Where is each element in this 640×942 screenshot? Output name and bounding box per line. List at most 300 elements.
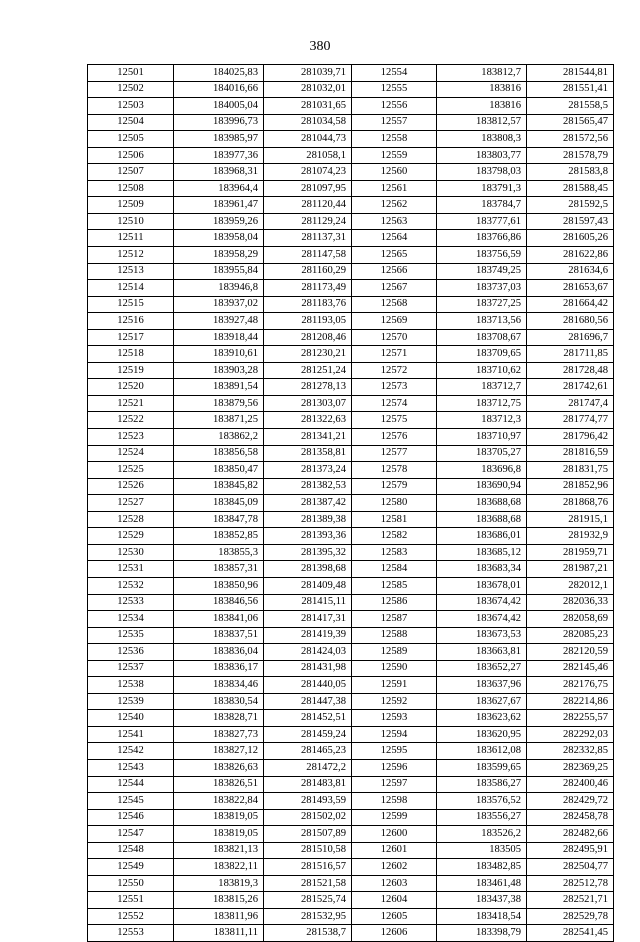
point-number-cell: 12606 <box>352 925 437 942</box>
point-number-cell: 12555 <box>352 81 437 98</box>
table-row <box>88 577 614 594</box>
point-number-cell: 12577 <box>352 445 437 462</box>
x-coordinate-cell: 183663,81 <box>437 644 527 661</box>
y-coordinate-cell: 281664,42 <box>527 296 614 313</box>
point-number-cell: 12504 <box>88 114 174 131</box>
y-coordinate-cell: 281387,42 <box>264 495 352 512</box>
y-coordinate-cell: 281987,21 <box>527 561 614 578</box>
point-number-cell: 12544 <box>88 776 174 793</box>
y-coordinate-cell: 281796,42 <box>527 429 614 446</box>
x-coordinate-cell: 183910,61 <box>174 346 264 363</box>
x-coordinate-cell: 183690,94 <box>437 478 527 495</box>
x-coordinate-cell: 183709,65 <box>437 346 527 363</box>
table-row <box>88 296 614 313</box>
table-row <box>88 528 614 545</box>
point-number-cell: 12586 <box>352 594 437 611</box>
table-row <box>88 445 614 462</box>
y-coordinate-cell: 281711,85 <box>527 346 614 363</box>
y-coordinate-cell: 281747,4 <box>527 395 614 412</box>
point-number-cell: 12552 <box>88 908 174 925</box>
y-coordinate-cell: 281605,26 <box>527 230 614 247</box>
x-coordinate-cell: 183845,82 <box>174 478 264 495</box>
x-coordinate-cell: 183826,51 <box>174 776 264 793</box>
table-row <box>88 263 614 280</box>
x-coordinate-cell: 183841,06 <box>174 611 264 628</box>
x-coordinate-cell: 183712,3 <box>437 412 527 429</box>
point-number-cell: 12505 <box>88 131 174 148</box>
point-number-cell: 12515 <box>88 296 174 313</box>
x-coordinate-cell: 183826,63 <box>174 759 264 776</box>
point-number-cell: 12541 <box>88 726 174 743</box>
point-number-cell: 12585 <box>352 577 437 594</box>
x-coordinate-cell: 183688,68 <box>437 495 527 512</box>
x-coordinate-cell: 183837,51 <box>174 627 264 644</box>
x-coordinate-cell: 183674,42 <box>437 611 527 628</box>
table-row <box>88 395 614 412</box>
point-number-cell: 12532 <box>88 577 174 594</box>
table-body <box>88 65 614 942</box>
y-coordinate-cell: 281597,43 <box>527 213 614 230</box>
point-number-cell: 12551 <box>88 892 174 909</box>
point-number-cell: 12528 <box>88 511 174 528</box>
table-row <box>88 213 614 230</box>
x-coordinate-cell: 183871,25 <box>174 412 264 429</box>
table-row <box>88 759 614 776</box>
point-number-cell: 12538 <box>88 677 174 694</box>
table-row <box>88 743 614 760</box>
y-coordinate-cell: 281341,21 <box>264 429 352 446</box>
table-row <box>88 726 614 743</box>
table-row <box>88 677 614 694</box>
x-coordinate-cell: 183830,54 <box>174 693 264 710</box>
point-number-cell: 12522 <box>88 412 174 429</box>
x-coordinate-cell: 183850,47 <box>174 462 264 479</box>
x-coordinate-cell: 183556,27 <box>437 809 527 826</box>
y-coordinate-cell: 281097,95 <box>264 180 352 197</box>
x-coordinate-cell: 183710,97 <box>437 429 527 446</box>
y-coordinate-cell: 282512,78 <box>527 875 614 892</box>
point-number-cell: 12523 <box>88 429 174 446</box>
x-coordinate-cell: 183819,05 <box>174 809 264 826</box>
x-coordinate-cell: 183836,04 <box>174 644 264 661</box>
point-number-cell: 12537 <box>88 660 174 677</box>
x-coordinate-cell: 183850,96 <box>174 577 264 594</box>
table-row <box>88 114 614 131</box>
x-coordinate-cell: 183808,3 <box>437 131 527 148</box>
x-coordinate-cell: 183576,52 <box>437 793 527 810</box>
y-coordinate-cell: 281634,6 <box>527 263 614 280</box>
y-coordinate-cell: 281129,24 <box>264 213 352 230</box>
table-row <box>88 412 614 429</box>
point-number-cell: 12529 <box>88 528 174 545</box>
y-coordinate-cell: 281622,86 <box>527 247 614 264</box>
x-coordinate-cell: 183903,28 <box>174 362 264 379</box>
table-row <box>88 544 614 561</box>
point-number-cell: 12568 <box>352 296 437 313</box>
point-number-cell: 12511 <box>88 230 174 247</box>
x-coordinate-cell: 183620,95 <box>437 726 527 743</box>
x-coordinate-cell: 183637,96 <box>437 677 527 694</box>
x-coordinate-cell: 183437,38 <box>437 892 527 909</box>
point-number-cell: 12512 <box>88 247 174 264</box>
x-coordinate-cell: 183712,7 <box>437 379 527 396</box>
x-coordinate-cell: 183526,2 <box>437 826 527 843</box>
y-coordinate-cell: 281393,36 <box>264 528 352 545</box>
y-coordinate-cell: 281472,2 <box>264 759 352 776</box>
x-coordinate-cell: 183710,62 <box>437 362 527 379</box>
x-coordinate-cell: 183879,56 <box>174 395 264 412</box>
y-coordinate-cell: 281565,47 <box>527 114 614 131</box>
y-coordinate-cell: 281728,48 <box>527 362 614 379</box>
point-number-cell: 12567 <box>352 280 437 297</box>
point-number-cell: 12540 <box>88 710 174 727</box>
point-number-cell: 12547 <box>88 826 174 843</box>
x-coordinate-cell: 183836,17 <box>174 660 264 677</box>
x-coordinate-cell: 183856,58 <box>174 445 264 462</box>
x-coordinate-cell: 183959,26 <box>174 213 264 230</box>
x-coordinate-cell: 183862,2 <box>174 429 264 446</box>
point-number-cell: 12570 <box>352 329 437 346</box>
y-coordinate-cell: 281303,07 <box>264 395 352 412</box>
coordinates-table <box>87 64 614 942</box>
y-coordinate-cell: 282429,72 <box>527 793 614 810</box>
y-coordinate-cell: 281160,29 <box>264 263 352 280</box>
y-coordinate-cell: 282255,57 <box>527 710 614 727</box>
y-coordinate-cell: 282332,85 <box>527 743 614 760</box>
x-coordinate-cell: 183791,3 <box>437 180 527 197</box>
x-coordinate-cell: 183685,12 <box>437 544 527 561</box>
point-number-cell: 12527 <box>88 495 174 512</box>
table-row <box>88 611 614 628</box>
point-number-cell: 12501 <box>88 65 174 82</box>
table-row <box>88 644 614 661</box>
y-coordinate-cell: 281230,21 <box>264 346 352 363</box>
x-coordinate-cell: 183955,84 <box>174 263 264 280</box>
x-coordinate-cell: 183678,01 <box>437 577 527 594</box>
x-coordinate-cell: 184025,83 <box>174 65 264 82</box>
point-number-cell: 12506 <box>88 147 174 164</box>
x-coordinate-cell: 183803,77 <box>437 147 527 164</box>
table-row <box>88 429 614 446</box>
y-coordinate-cell: 281915,1 <box>527 511 614 528</box>
y-coordinate-cell: 281044,73 <box>264 131 352 148</box>
point-number-cell: 12604 <box>352 892 437 909</box>
y-coordinate-cell: 282176,75 <box>527 677 614 694</box>
y-coordinate-cell: 281183,76 <box>264 296 352 313</box>
point-number-cell: 12549 <box>88 859 174 876</box>
x-coordinate-cell: 183623,62 <box>437 710 527 727</box>
x-coordinate-cell: 183812,57 <box>437 114 527 131</box>
x-coordinate-cell: 183845,09 <box>174 495 264 512</box>
x-coordinate-cell: 183816 <box>437 98 527 115</box>
x-coordinate-cell: 183996,73 <box>174 114 264 131</box>
x-coordinate-cell: 183674,42 <box>437 594 527 611</box>
point-number-cell: 12596 <box>352 759 437 776</box>
x-coordinate-cell: 183398,79 <box>437 925 527 942</box>
x-coordinate-cell: 183816 <box>437 81 527 98</box>
table-row <box>88 842 614 859</box>
x-coordinate-cell: 183784,7 <box>437 197 527 214</box>
point-number-cell: 12573 <box>352 379 437 396</box>
y-coordinate-cell: 282036,33 <box>527 594 614 611</box>
table-row <box>88 329 614 346</box>
y-coordinate-cell: 281447,38 <box>264 693 352 710</box>
x-coordinate-cell: 183937,02 <box>174 296 264 313</box>
table-row <box>88 164 614 181</box>
y-coordinate-cell: 281389,38 <box>264 511 352 528</box>
point-number-cell: 12574 <box>352 395 437 412</box>
point-number-cell: 12561 <box>352 180 437 197</box>
x-coordinate-cell: 183708,67 <box>437 329 527 346</box>
y-coordinate-cell: 281583,8 <box>527 164 614 181</box>
point-number-cell: 12566 <box>352 263 437 280</box>
point-number-cell: 12514 <box>88 280 174 297</box>
point-number-cell: 12583 <box>352 544 437 561</box>
y-coordinate-cell: 281680,56 <box>527 313 614 330</box>
x-coordinate-cell: 183946,8 <box>174 280 264 297</box>
point-number-cell: 12518 <box>88 346 174 363</box>
y-coordinate-cell: 281358,81 <box>264 445 352 462</box>
x-coordinate-cell: 183727,25 <box>437 296 527 313</box>
y-coordinate-cell: 281417,31 <box>264 611 352 628</box>
x-coordinate-cell: 183819,05 <box>174 826 264 843</box>
table-row <box>88 793 614 810</box>
x-coordinate-cell: 183599,65 <box>437 759 527 776</box>
y-coordinate-cell: 281415,11 <box>264 594 352 611</box>
y-coordinate-cell: 281653,67 <box>527 280 614 297</box>
table-row <box>88 313 614 330</box>
x-coordinate-cell: 183713,56 <box>437 313 527 330</box>
x-coordinate-cell: 183958,04 <box>174 230 264 247</box>
table-row <box>88 875 614 892</box>
y-coordinate-cell: 281696,7 <box>527 329 614 346</box>
table-row <box>88 561 614 578</box>
x-coordinate-cell: 183766,86 <box>437 230 527 247</box>
point-number-cell: 12542 <box>88 743 174 760</box>
x-coordinate-cell: 183985,97 <box>174 131 264 148</box>
point-number-cell: 12539 <box>88 693 174 710</box>
point-number-cell: 12524 <box>88 445 174 462</box>
y-coordinate-cell: 281382,53 <box>264 478 352 495</box>
point-number-cell: 12593 <box>352 710 437 727</box>
point-number-cell: 12595 <box>352 743 437 760</box>
point-number-cell: 12557 <box>352 114 437 131</box>
y-coordinate-cell: 282012,1 <box>527 577 614 594</box>
x-coordinate-cell: 183461,48 <box>437 875 527 892</box>
table-row <box>88 809 614 826</box>
table-row <box>88 65 614 82</box>
point-number-cell: 12571 <box>352 346 437 363</box>
x-coordinate-cell: 183586,27 <box>437 776 527 793</box>
x-coordinate-cell: 183827,73 <box>174 726 264 743</box>
point-number-cell: 12508 <box>88 180 174 197</box>
y-coordinate-cell: 281424,03 <box>264 644 352 661</box>
point-number-cell: 12546 <box>88 809 174 826</box>
y-coordinate-cell: 281532,95 <box>264 908 352 925</box>
y-coordinate-cell: 281932,9 <box>527 528 614 545</box>
point-number-cell: 12591 <box>352 677 437 694</box>
point-number-cell: 12556 <box>352 98 437 115</box>
x-coordinate-cell: 184016,66 <box>174 81 264 98</box>
y-coordinate-cell: 281398,68 <box>264 561 352 578</box>
table-row <box>88 147 614 164</box>
point-number-cell: 12534 <box>88 611 174 628</box>
y-coordinate-cell: 281959,71 <box>527 544 614 561</box>
y-coordinate-cell: 282529,78 <box>527 908 614 925</box>
point-number-cell: 12545 <box>88 793 174 810</box>
table-row <box>88 925 614 942</box>
y-coordinate-cell: 282541,45 <box>527 925 614 942</box>
point-number-cell: 12548 <box>88 842 174 859</box>
x-coordinate-cell: 183705,27 <box>437 445 527 462</box>
x-coordinate-cell: 183683,34 <box>437 561 527 578</box>
point-number-cell: 12578 <box>352 462 437 479</box>
point-number-cell: 12509 <box>88 197 174 214</box>
y-coordinate-cell: 281544,81 <box>527 65 614 82</box>
point-number-cell: 12517 <box>88 329 174 346</box>
y-coordinate-cell: 282120,59 <box>527 644 614 661</box>
x-coordinate-cell: 183964,4 <box>174 180 264 197</box>
x-coordinate-cell: 183505 <box>437 842 527 859</box>
y-coordinate-cell: 282458,78 <box>527 809 614 826</box>
x-coordinate-cell: 183827,12 <box>174 743 264 760</box>
y-coordinate-cell: 281525,74 <box>264 892 352 909</box>
y-coordinate-cell: 281431,98 <box>264 660 352 677</box>
x-coordinate-cell: 183812,7 <box>437 65 527 82</box>
x-coordinate-cell: 183737,03 <box>437 280 527 297</box>
y-coordinate-cell: 281395,32 <box>264 544 352 561</box>
x-coordinate-cell: 183961,47 <box>174 197 264 214</box>
point-number-cell: 12563 <box>352 213 437 230</box>
point-number-cell: 12599 <box>352 809 437 826</box>
x-coordinate-cell: 183977,36 <box>174 147 264 164</box>
table-row <box>88 230 614 247</box>
point-number-cell: 12502 <box>88 81 174 98</box>
y-coordinate-cell: 281483,81 <box>264 776 352 793</box>
point-number-cell: 12584 <box>352 561 437 578</box>
y-coordinate-cell: 281578,79 <box>527 147 614 164</box>
y-coordinate-cell: 281592,5 <box>527 197 614 214</box>
x-coordinate-cell: 183968,31 <box>174 164 264 181</box>
point-number-cell: 12579 <box>352 478 437 495</box>
y-coordinate-cell: 282145,46 <box>527 660 614 677</box>
point-number-cell: 12572 <box>352 362 437 379</box>
y-coordinate-cell: 281032,01 <box>264 81 352 98</box>
y-coordinate-cell: 282495,91 <box>527 842 614 859</box>
point-number-cell: 12543 <box>88 759 174 776</box>
y-coordinate-cell: 282521,71 <box>527 892 614 909</box>
y-coordinate-cell: 281419,39 <box>264 627 352 644</box>
y-coordinate-cell: 281278,13 <box>264 379 352 396</box>
point-number-cell: 12592 <box>352 693 437 710</box>
point-number-cell: 12565 <box>352 247 437 264</box>
table-row <box>88 81 614 98</box>
point-number-cell: 12600 <box>352 826 437 843</box>
y-coordinate-cell: 281173,49 <box>264 280 352 297</box>
point-number-cell: 12588 <box>352 627 437 644</box>
table-row <box>88 462 614 479</box>
point-number-cell: 12589 <box>352 644 437 661</box>
x-coordinate-cell: 183686,01 <box>437 528 527 545</box>
table-row <box>88 197 614 214</box>
x-coordinate-cell: 183822,11 <box>174 859 264 876</box>
table-row <box>88 594 614 611</box>
y-coordinate-cell: 281465,23 <box>264 743 352 760</box>
y-coordinate-cell: 282400,46 <box>527 776 614 793</box>
x-coordinate-cell: 183834,46 <box>174 677 264 694</box>
y-coordinate-cell: 282369,25 <box>527 759 614 776</box>
point-number-cell: 12587 <box>352 611 437 628</box>
x-coordinate-cell: 183918,44 <box>174 329 264 346</box>
table-row <box>88 710 614 727</box>
x-coordinate-cell: 183821,13 <box>174 842 264 859</box>
y-coordinate-cell: 281510,58 <box>264 842 352 859</box>
y-coordinate-cell: 281521,58 <box>264 875 352 892</box>
y-coordinate-cell: 281031,65 <box>264 98 352 115</box>
point-number-cell: 12564 <box>352 230 437 247</box>
y-coordinate-cell: 281774,77 <box>527 412 614 429</box>
table-row <box>88 693 614 710</box>
point-number-cell: 12553 <box>88 925 174 942</box>
x-coordinate-cell: 183847,78 <box>174 511 264 528</box>
point-number-cell: 12602 <box>352 859 437 876</box>
x-coordinate-cell: 183857,31 <box>174 561 264 578</box>
table-row <box>88 131 614 148</box>
table-row <box>88 495 614 512</box>
y-coordinate-cell: 281551,41 <box>527 81 614 98</box>
x-coordinate-cell: 183712,75 <box>437 395 527 412</box>
y-coordinate-cell: 281208,46 <box>264 329 352 346</box>
table-row <box>88 98 614 115</box>
point-number-cell: 12558 <box>352 131 437 148</box>
y-coordinate-cell: 281120,44 <box>264 197 352 214</box>
table-row <box>88 908 614 925</box>
point-number-cell: 12597 <box>352 776 437 793</box>
y-coordinate-cell: 281558,5 <box>527 98 614 115</box>
table-row <box>88 180 614 197</box>
point-number-cell: 12516 <box>88 313 174 330</box>
table-row <box>88 859 614 876</box>
point-number-cell: 12513 <box>88 263 174 280</box>
y-coordinate-cell: 281572,56 <box>527 131 614 148</box>
point-number-cell: 12550 <box>88 875 174 892</box>
x-coordinate-cell: 183418,54 <box>437 908 527 925</box>
x-coordinate-cell: 183688,68 <box>437 511 527 528</box>
point-number-cell: 12531 <box>88 561 174 578</box>
point-number-cell: 12601 <box>352 842 437 859</box>
x-coordinate-cell: 183819,3 <box>174 875 264 892</box>
x-coordinate-cell: 183696,8 <box>437 462 527 479</box>
table-row <box>88 776 614 793</box>
y-coordinate-cell: 281137,31 <box>264 230 352 247</box>
x-coordinate-cell: 183798,03 <box>437 164 527 181</box>
x-coordinate-cell: 183756,59 <box>437 247 527 264</box>
point-number-cell: 12590 <box>352 660 437 677</box>
y-coordinate-cell: 281440,05 <box>264 677 352 694</box>
table-row <box>88 379 614 396</box>
y-coordinate-cell: 281459,24 <box>264 726 352 743</box>
table-row <box>88 511 614 528</box>
table-row <box>88 826 614 843</box>
point-number-cell: 12530 <box>88 544 174 561</box>
table-row <box>88 892 614 909</box>
point-number-cell: 12594 <box>352 726 437 743</box>
point-number-cell: 12535 <box>88 627 174 644</box>
y-coordinate-cell: 282085,23 <box>527 627 614 644</box>
y-coordinate-cell: 281538,7 <box>264 925 352 942</box>
x-coordinate-cell: 183612,08 <box>437 743 527 760</box>
point-number-cell: 12580 <box>352 495 437 512</box>
